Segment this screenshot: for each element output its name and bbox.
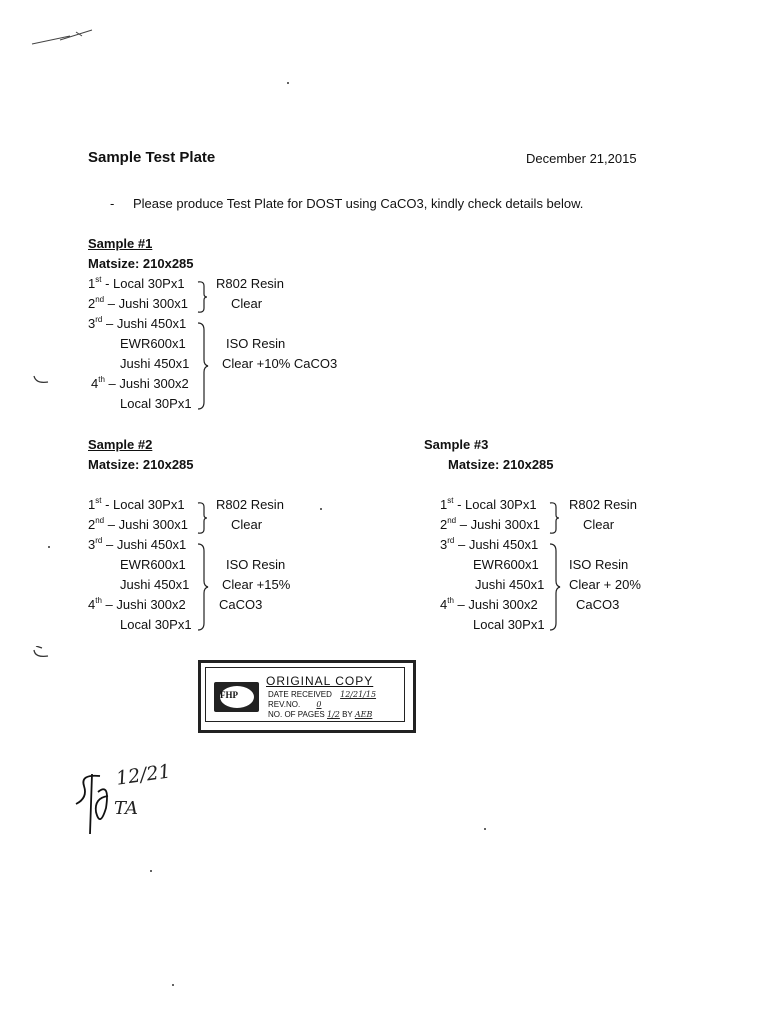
ordinal: 2: [440, 517, 448, 532]
stamp-date-line: [268, 690, 376, 699]
layer-text: - Local 30Px1: [101, 497, 185, 512]
signature-initials: [70, 768, 120, 840]
ordinal: 3: [88, 537, 96, 552]
bullet-marker: -: [110, 196, 115, 211]
document-title: Sample Test Plate: [88, 149, 216, 166]
layer-text: – Jushi 300x1: [456, 517, 540, 532]
ordinal: 2: [88, 517, 96, 532]
stamp-logo-icon: [214, 682, 259, 712]
sample-2-brace-bottom: [196, 541, 210, 633]
layer-text: – Jushi 450x1: [454, 537, 539, 552]
sample-1-resin-2-clear: Clear +10% CaCO3: [222, 356, 338, 371]
sample-3-resin-2-clear: Clear + 20%: [569, 577, 641, 592]
scan-artifact-left-2: [32, 646, 52, 662]
ordinal: 3: [88, 316, 96, 331]
sample-3-resin-2-caco3: CaCO3: [576, 597, 620, 612]
sample-2-resin-1: R802 Resin: [216, 497, 284, 512]
scan-artifact-left-1: [32, 374, 52, 388]
sample-2-layer-2: [88, 517, 188, 532]
sample-2-resin-2-caco3: CaCO3: [219, 597, 263, 612]
ordinal: 1: [88, 276, 96, 291]
layer-text: – Jushi 300x1: [104, 517, 188, 532]
ordinal-suffix: st: [95, 274, 102, 284]
stamp-rev-value: 0: [316, 700, 322, 709]
sample-1-layer-4: EWR600x1: [120, 336, 186, 351]
layer-text: - Local 30Px1: [453, 497, 537, 512]
signature-initials-text: [128, 798, 153, 819]
ordinal-suffix: rd: [447, 535, 455, 545]
sample-1-resin-2: ISO Resin: [226, 336, 286, 351]
speck: [484, 828, 486, 830]
sample-2-layer-1: [88, 497, 185, 512]
layer-text: – Jushi 300x2: [101, 597, 186, 612]
sample-1-layer-2: [88, 296, 188, 311]
sample-1-resin-1-clear: Clear: [231, 296, 263, 311]
layer-text: – Jushi 450x1: [102, 537, 187, 552]
ordinal-suffix: th: [447, 595, 454, 605]
sample-1-layer-3: [88, 316, 186, 331]
sample-2-resin-2-clear: Clear +15%: [222, 577, 291, 592]
sample-3-heading: Sample #3: [424, 437, 489, 452]
sample-1-matsize: Matsize: 210x285: [88, 256, 194, 271]
speck: [172, 984, 174, 986]
sample-2-resin-2: ISO Resin: [226, 557, 286, 572]
sample-3-layer-5: Jushi 450x1: [475, 577, 545, 592]
stamp-title: ORIGINAL COPY: [266, 674, 374, 688]
stamp-date-label: DATE RECEIVED: [268, 690, 332, 699]
sample-2-layer-5: Jushi 450x1: [120, 577, 190, 592]
document-date: December 21,2015: [526, 151, 637, 166]
sample-3-resin-1-clear: Clear: [583, 517, 615, 532]
sample-3-brace-bottom: [548, 541, 562, 633]
sample-2-layer-6: [88, 597, 186, 612]
ordinal-suffix: rd: [95, 314, 103, 324]
sample-2-resin-1-clear: Clear: [231, 517, 263, 532]
sample-1-brace-bottom: [196, 320, 210, 412]
speck: [48, 546, 50, 548]
ordinal: 3: [440, 537, 448, 552]
stamp-date-value: 12/21/15: [340, 690, 377, 699]
ordinal-suffix: nd: [95, 294, 105, 304]
signature-note: TA: [114, 798, 139, 819]
stamp-pages-label: NO. OF PAGES: [268, 710, 325, 719]
layer-text: – Jushi 300x2: [453, 597, 538, 612]
sample-1-layer-6: [91, 376, 189, 391]
ordinal: 1: [88, 497, 96, 512]
ordinal-suffix: nd: [95, 515, 105, 525]
sample-1-resin-1: R802 Resin: [216, 276, 284, 291]
sample-3-layer-2: [440, 517, 540, 532]
layer-text: – Jushi 300x1: [104, 296, 188, 311]
original-copy-stamp: [198, 660, 416, 733]
sample-2-heading: Sample #2: [88, 437, 153, 452]
sample-3-resin-1: R802 Resin: [569, 497, 637, 512]
ordinal: 1: [440, 497, 448, 512]
sample-1-layer-7: Local 30Px1: [120, 396, 192, 411]
stamp-inner-frame: [205, 667, 405, 722]
sample-3-layer-6: [440, 597, 538, 612]
sample-2-brace-top: [196, 500, 210, 536]
ordinal-suffix: rd: [95, 535, 103, 545]
stamp-pages-line: [268, 710, 372, 719]
speck: [150, 870, 152, 872]
sample-3-matsize: Matsize: 210x285: [448, 457, 554, 472]
ordinal: 4: [440, 597, 448, 612]
ordinal-suffix: th: [98, 374, 105, 384]
speck: [320, 508, 322, 510]
ordinal-suffix: th: [95, 595, 102, 605]
sample-1-brace-top: [196, 279, 210, 315]
sample-2-layer-4: EWR600x1: [120, 557, 186, 572]
signature-date: 12/21: [114, 760, 173, 790]
sample-3-brace-top: [548, 500, 562, 536]
sample-1-layer-5: Jushi 450x1: [120, 356, 190, 371]
stamp-pages-value: 1/2: [326, 710, 340, 719]
sample-3-layer-4: EWR600x1: [473, 557, 539, 572]
stamp-by-value: AEB: [354, 710, 373, 719]
layer-text: – Jushi 300x2: [104, 376, 189, 391]
ordinal: 2: [88, 296, 96, 311]
sample-3-layer-1: [440, 497, 537, 512]
stamp-by-label: BY: [342, 710, 353, 719]
instruction-text: Please produce Test Plate for DOST using CaCO3, kindly check details below.: [133, 196, 584, 211]
layer-text: – Jushi 450x1: [102, 316, 187, 331]
ordinal-suffix: nd: [447, 515, 457, 525]
ordinal: 4: [91, 376, 99, 391]
sample-1-heading: Sample #1: [88, 236, 153, 251]
stamp-rev-label: REV.NO.: [268, 700, 301, 709]
sample-3-layer-7: Local 30Px1: [473, 617, 545, 632]
sample-3-resin-2: ISO Resin: [569, 557, 629, 572]
speck: [287, 82, 289, 84]
sample-2-matsize: Matsize: 210x285: [88, 457, 194, 472]
stamp-rev-line: [268, 700, 322, 709]
ordinal: 4: [88, 597, 96, 612]
scan-artifact-top: [30, 24, 100, 48]
ordinal-suffix: st: [95, 495, 102, 505]
sample-3-layer-3: [440, 537, 538, 552]
sample-2-layer-3: [88, 537, 186, 552]
ordinal-suffix: st: [447, 495, 454, 505]
sample-1-layer-1: [88, 276, 185, 291]
layer-text: - Local 30Px1: [101, 276, 185, 291]
stamp-logo-text: FHP: [220, 690, 238, 700]
sample-2-layer-7: Local 30Px1: [120, 617, 192, 632]
